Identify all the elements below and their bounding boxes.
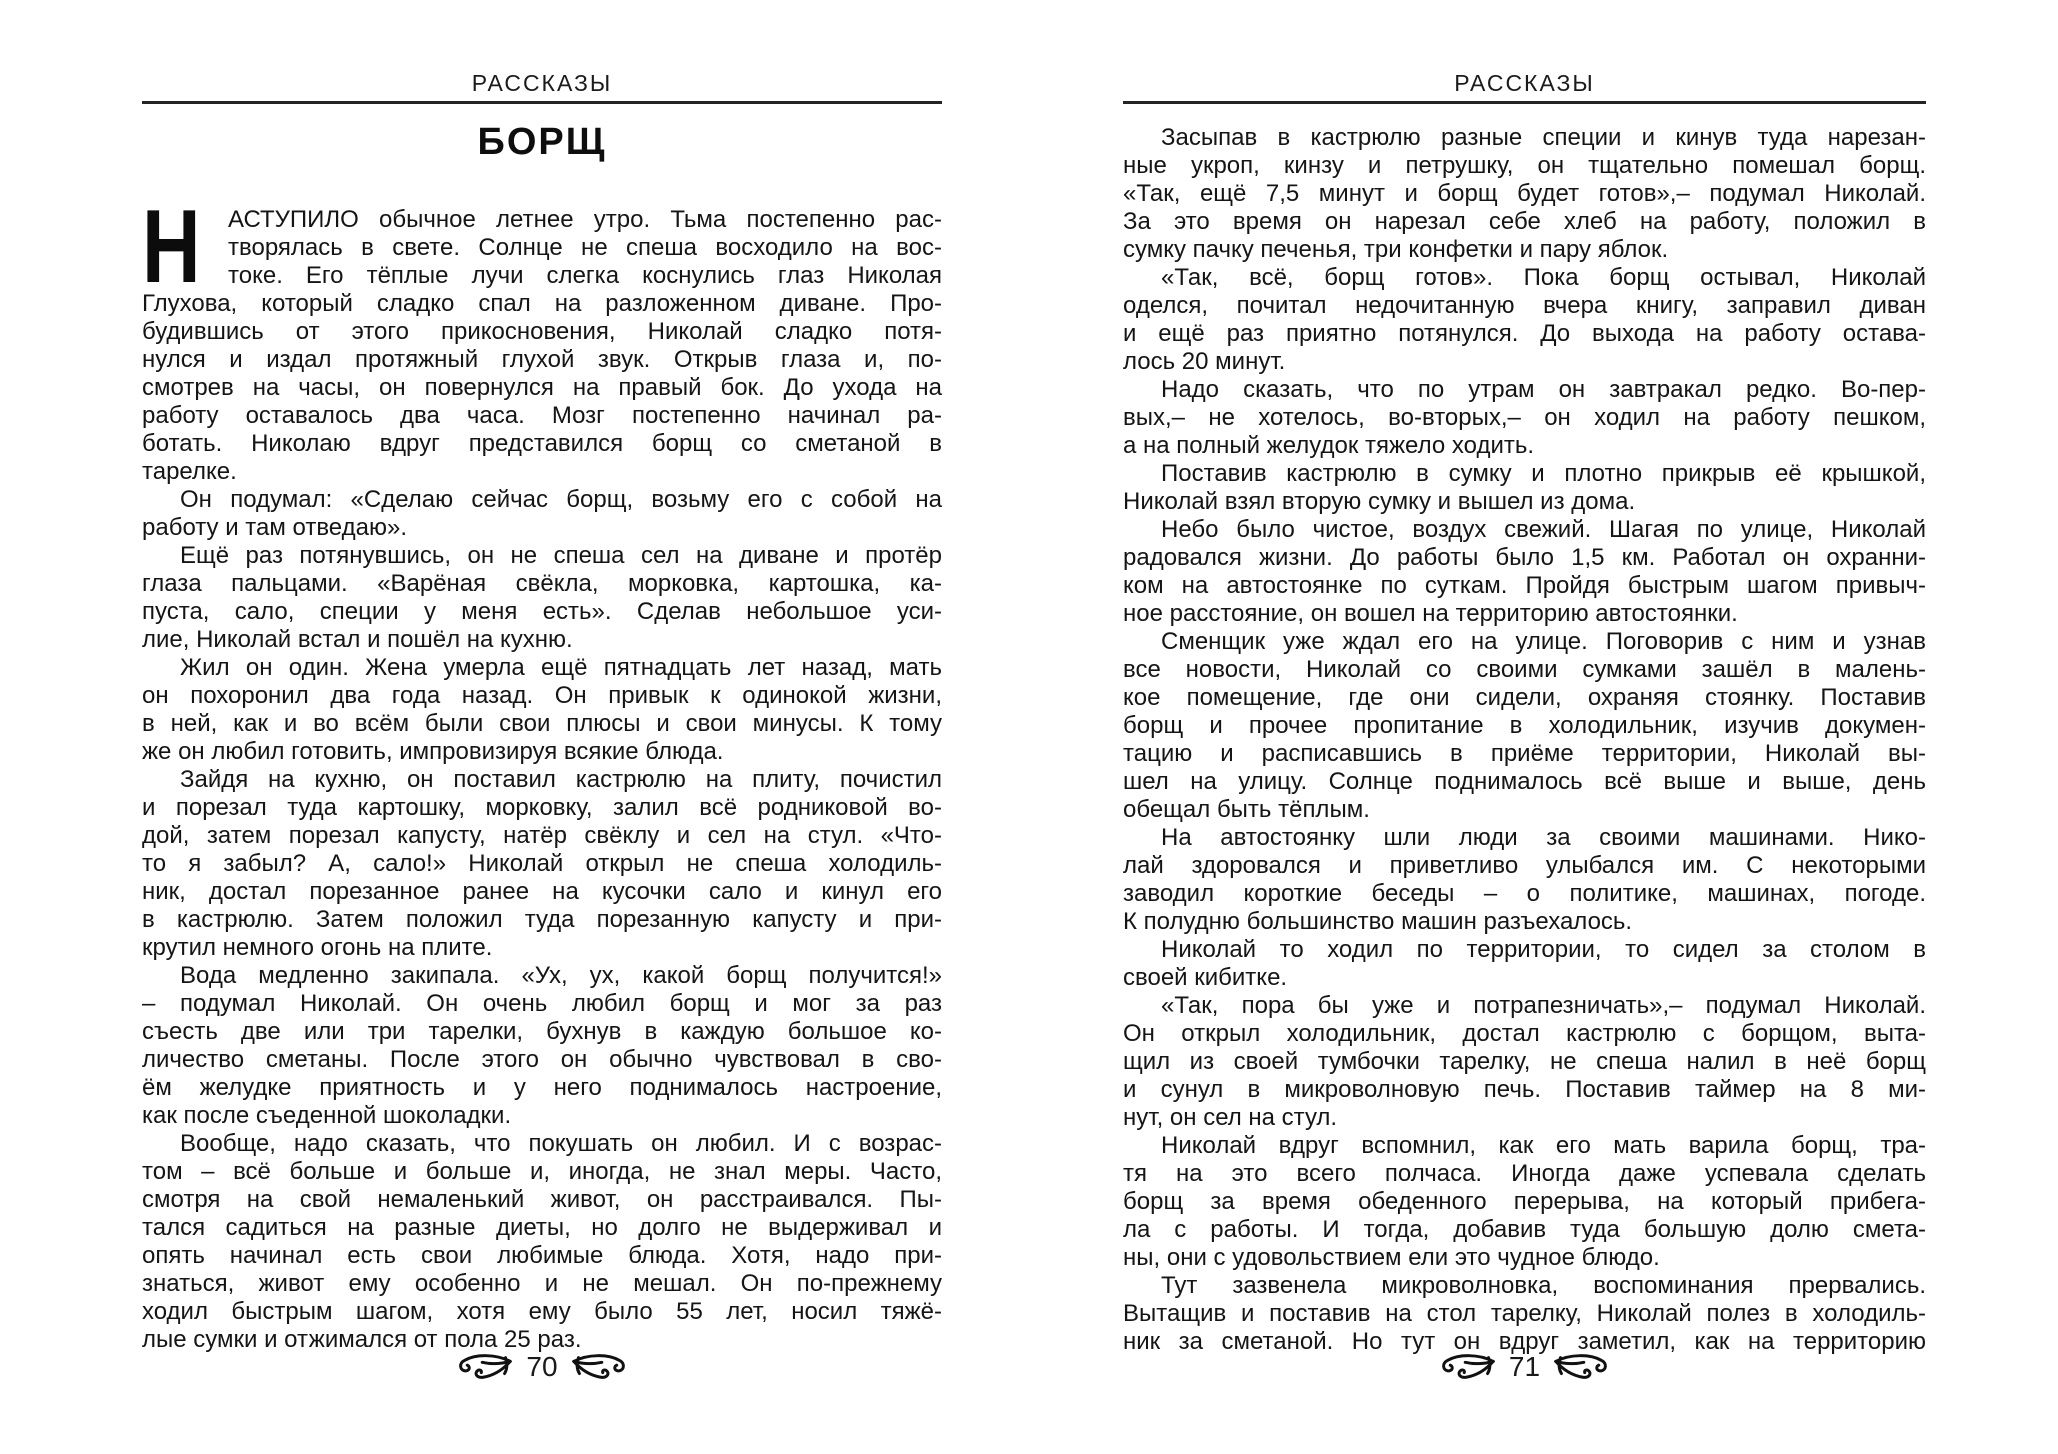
text-line: нут, он сел на стул. (1123, 1104, 1338, 1131)
text-line: заводил короткие беседы – о политике, машинах, погоде. (1123, 880, 1926, 907)
text-line: ла с работы. И тогда, добавив туда большую долю смета- (1123, 1216, 1926, 1243)
text-line: Сменщик уже ждал его на улице. Поговорив с ним и узнав (1161, 628, 1926, 655)
paragraph (142, 486, 942, 542)
text-line: и сунул в микроволновую печь. Поставив таймер на 8 ми- (1123, 1076, 1926, 1103)
text-line: все новости, Николай со своими сумками зашёл в малень- (1123, 656, 1926, 683)
text-line: борщ и прочее пропитание в холодильник, изучив докумен- (1123, 712, 1926, 739)
text-line: знаться, живот ему особенно и не мешал. Он по-прежнему (142, 1270, 942, 1297)
text-line: дой, затем порезал капусту, натёр свёклу и сел на стул. «Что- (142, 822, 942, 849)
paragraph (1123, 628, 1926, 824)
text-line: борщ за время обеденного перерыва, на который прибега- (1123, 1188, 1926, 1215)
text-line: смотрев на часы, он повернулся на правый бок. До ухода на (142, 374, 942, 401)
paragraph (1123, 1272, 1926, 1356)
text-line: и ещё раз приятно потянулся. До выхода на работу остава- (1123, 320, 1926, 347)
text-line: то я забыл? А, сало!» Николай открыл не спеша холодиль- (142, 850, 942, 877)
text-line: тарелке. (142, 458, 237, 485)
text-line: «Так, ещё 7,5 минут и борщ будет готов»,– подумал Николай. (1123, 180, 1926, 207)
text-line: смотря на свой немаленький живот, он расстраивался. Пы- (142, 1186, 942, 1213)
text-line: опять начинал есть свои любимые блюда. Хотя, надо при- (142, 1242, 942, 1269)
text-line: Вообще, надо сказать, что покушать он любил. И с возрас- (180, 1130, 942, 1157)
text-line: Он открыл холодильник, достал кастрюлю с борщом, выта- (1123, 1020, 1926, 1047)
text-line: ные укроп, кинзу и петрушку, он тщательно помешал борщ. (1123, 152, 1926, 179)
paragraph (1123, 460, 1926, 516)
text-line: Ещё раз потянувшись, он не спеша сел на диване и протёр (180, 542, 942, 569)
text-line: вых,– не хотелось, во-вторых,– он ходил на работу пешком, (1123, 404, 1926, 431)
text-line: Тут зазвенела микроволновка, воспоминания прервались. (1161, 1272, 1926, 1299)
text-line: Он подумал: «Сделаю сейчас борщ, возьму его с собой на (180, 486, 942, 513)
paragraph (142, 189, 942, 486)
running-header-text: РАССКАЗЫ (471, 70, 613, 96)
paragraph (142, 766, 942, 962)
paragraph (1123, 376, 1926, 460)
page-right (1123, 0, 1926, 1454)
page-footer (142, 1350, 942, 1384)
paragraph (1123, 1132, 1926, 1272)
text-line: обещал быть тёплым. (1123, 796, 1370, 823)
page-body (142, 189, 942, 1354)
paragraph (1123, 936, 1926, 992)
page-number: 71 (1508, 1351, 1541, 1382)
text-line: щил из своей тумбочки тарелку, не спеша налил в неё борщ (1123, 1048, 1926, 1075)
text-line: шел на улицу. Солнце поднималось всё выше и выше, день (1123, 768, 1926, 795)
text-line: личество сметаны. После этого он обычно чувствовал в сво- (142, 1046, 942, 1073)
text-line: он похоронил два года назад. Он привык к одинокой жизни, (142, 682, 942, 709)
text-line: же он любил готовить, импровизируя всякие блюда. (142, 738, 724, 765)
footer-flourish-right-icon (571, 1352, 627, 1382)
text-line: сумку пачку печенья, три конфетки и пару яблок. (1123, 236, 1669, 263)
text-line: ботать. Николаю вдруг представился борщ со сметаной в (142, 430, 942, 457)
text-line: ник за сметаной. Но тут он вдруг заметил, как на территорию (1123, 1328, 1926, 1355)
text-line: Глухова, который сладко спал на разложенном диване. Про- (142, 290, 942, 317)
text-line: будившись от этого прикосновения, Николай сладко потя- (142, 318, 942, 345)
paragraph (142, 1130, 942, 1354)
page-footer (1123, 1350, 1926, 1384)
footer-flourish-right-icon (1553, 1352, 1609, 1382)
text-line: лось 20 минут. (1123, 348, 1286, 375)
running-header (1123, 0, 1926, 104)
text-line: тя на это всего полчаса. Иногда даже успевала сделать (1123, 1160, 1926, 1187)
text-line: лые сумки и отжимался от пола 25 раз. (142, 1326, 582, 1353)
paragraph (1123, 516, 1926, 628)
text-line: радовался жизни. До работы было 1,5 км. Работал он охранни- (1123, 544, 1926, 571)
text-line: На автостоянку шли люди за своими машинами. Нико- (1161, 824, 1926, 851)
text-line: Поставив кастрюлю в сумку и плотно прикрыв её крышкой, (1161, 460, 1926, 487)
text-line: Надо сказать, что по утрам он завтракал редко. Во-пер- (1161, 376, 1926, 403)
page-number: 70 (526, 1351, 558, 1382)
page-left (142, 0, 942, 1454)
footer-flourish-left-icon (1440, 1352, 1496, 1382)
text-line: Вода медленно закипала. «Ух, ух, какой борщ получится!» (180, 962, 942, 989)
text-line: тацию и расписавшись в приёме территории, Николай вы- (1123, 740, 1926, 767)
text-line: ник, достал порезанное ранее на кусочки сало и кинул его (142, 878, 942, 905)
story-title: БОРЩ (477, 121, 607, 163)
text-line: лай здоровался и приветливо улыбался им. С некоторыми (1123, 852, 1926, 879)
paragraph (1123, 264, 1926, 376)
text-line: своей кибитке. (1123, 964, 1288, 991)
paragraph (142, 962, 942, 1130)
text-line: оделся, почитал недочитанную вчера книгу, заправил диван (1123, 292, 1926, 319)
text-line: «Так, всё, борщ готов». Пока борщ остывал, Николай (1161, 264, 1926, 291)
text-line: Вытащив и поставив на стол тарелку, Николай полез в холодиль- (1123, 1300, 1926, 1327)
text-line: За это время он нарезал себе хлеб на работу, положил в (1123, 208, 1926, 235)
text-line: в кастрюлю. Затем положил туда порезанную капусту и при- (142, 906, 942, 933)
text-line: «Так, пора бы уже и потрапезничать»,– подумал Николай. (1161, 992, 1926, 1019)
text-line: лие, Николай встал и пошёл на кухню. (142, 626, 573, 653)
page-body (1123, 124, 1926, 1356)
text-line: токе. Его тёплые лучи слегка коснулись глаз Николая (228, 262, 942, 289)
text-line: АСТУПИЛО обычное летнее утро. Тьма постепенно рас- (228, 206, 942, 233)
text-line: К полудню большинство машин разъехалось. (1123, 908, 1633, 935)
paragraph (1123, 824, 1926, 936)
text-line: ное расстояние, он вошел на территорию автостоянки. (1123, 600, 1738, 627)
text-line: тался садиться на разные диеты, но долго не выдерживал и (142, 1214, 942, 1241)
text-line: Жил он один. Жена умерла ещё пятнадцать лет назад, мать (180, 654, 942, 681)
header-rule (1123, 101, 1926, 104)
text-line: пуста, сало, специи у меня есть». Сделав небольшое уси- (142, 598, 942, 625)
text-line: Николай взял вторую сумку и вышел из дома. (1123, 488, 1636, 515)
text-line: как после съеденной шоколадки. (142, 1102, 512, 1129)
text-line: работу и там отведаю». (142, 514, 407, 541)
text-line: а на полный желудок тяжело ходить. (1123, 432, 1535, 459)
text-line: и порезал туда картошку, морковку, залил всё родниковой во- (142, 794, 942, 821)
text-line: – подумал Николай. Он очень любил борщ и мог за раз (142, 990, 942, 1017)
text-line: ны, они с удовольствием ели это чудное блюдо. (1123, 1244, 1660, 1271)
paragraph (1123, 124, 1926, 264)
text-line: Зайдя на кухню, он поставил кастрюлю на плиту, почистил (180, 766, 942, 793)
text-line: съесть две или три тарелки, бухнув в каждую большое ко- (142, 1018, 942, 1045)
running-header-text: РАССКАЗЫ (1454, 70, 1595, 96)
text-line: том – всё больше и больше и, иногда, не знал меры. Часто, (142, 1158, 942, 1185)
paragraph (1123, 992, 1926, 1132)
text-line: ём желудке приятность и у него поднималось настроение, (142, 1074, 942, 1101)
text-line: кое помещение, где они сидели, охраняя стоянку. Поставив (1123, 684, 1926, 711)
text-line: работу оставалось два часа. Мозг постепенно начинал ра- (142, 402, 942, 429)
text-line: творялась в свете. Солнце не спеша восходило на вос- (228, 234, 942, 261)
header-rule (142, 101, 942, 104)
drop-cap: Н (142, 189, 201, 305)
text-line: ком на автостоянке по суткам. Пройдя быстрым шагом привыч- (1123, 572, 1926, 599)
text-line: крутил немного огонь на плите. (142, 934, 493, 961)
text-line: ходил быстрым шагом, хотя ему было 55 лет, носил тяжё- (142, 1298, 942, 1325)
paragraph (142, 654, 942, 766)
text-line: Небо было чистое, воздух свежий. Шагая по улице, Николай (1161, 516, 1926, 543)
text-line: нулся и издал протяжный глухой звук. Открыв глаза и, по- (142, 346, 942, 373)
footer-flourish-left-icon (457, 1352, 513, 1382)
text-line: Николай вдруг вспомнил, как его мать варила борщ, тра- (1161, 1132, 1926, 1159)
text-line: глаза пальцами. «Варёная свёкла, морковка, картошка, ка- (142, 570, 942, 597)
text-line: Засыпав в кастрюлю разные специи и кинув туда нарезан- (1161, 124, 1926, 151)
paragraph (142, 542, 942, 654)
text-line: Николай то ходил по территории, то сидел за столом в (1161, 936, 1926, 963)
text-line: в ней, как и во всём были свои плюсы и свои минусы. К тому (142, 710, 942, 737)
running-header (142, 0, 942, 104)
